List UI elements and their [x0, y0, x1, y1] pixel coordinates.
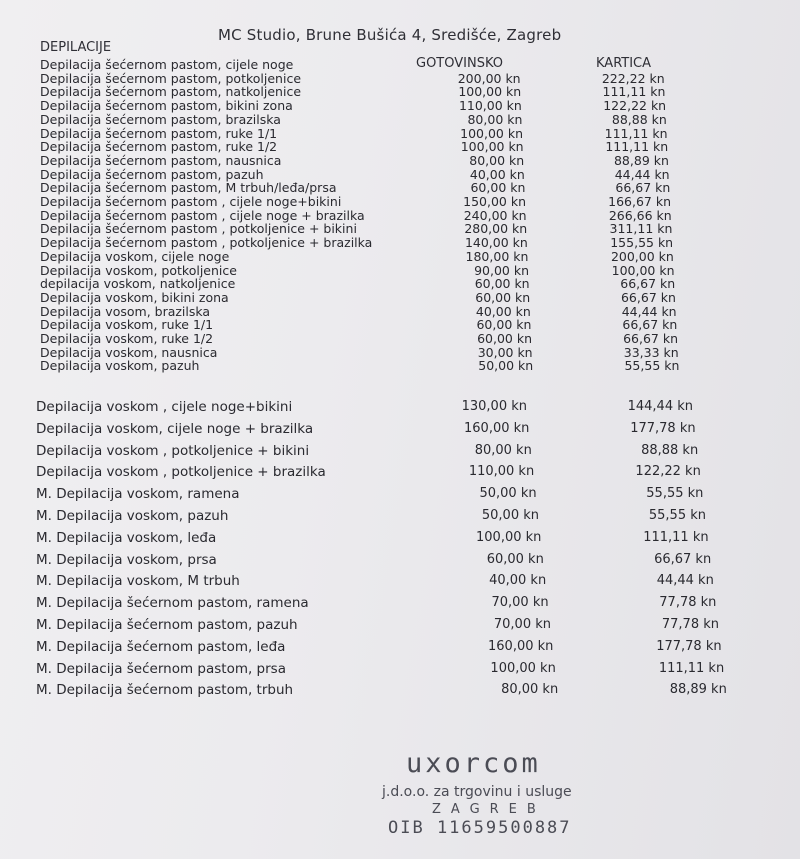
cash-price: 50,00 kn	[479, 486, 537, 502]
service-name: Depilacija šećernom pastom, nausnica	[40, 152, 282, 168]
card-price: 111,11 kn	[604, 125, 668, 141]
card-price: 88,88 kn	[611, 111, 667, 127]
card-price: 122,22 kn	[603, 98, 667, 114]
service-name: M. Depilacija šećernom pastom, pazuh	[36, 617, 298, 633]
cash-price: 80,00 kn	[469, 152, 525, 168]
card-price: 55,55 kn	[648, 508, 706, 523]
cash-price: 70,00 kn	[493, 617, 551, 632]
service-name: M. Depilacija šećernom pastom, leđa	[36, 638, 286, 655]
service-name: Depilacija šećernom pastom, cijele noge	[40, 57, 294, 72]
service-name: Depilacija voskom , potkoljenice + brazilka	[36, 464, 326, 481]
section-title: DEPILACIJE	[40, 40, 112, 55]
cash-price: 140,00 kn	[464, 235, 528, 251]
stamp-subtitle: j.d.o.o. za trgovinu i usluge	[382, 784, 572, 800]
cash-price: 90,00 kn	[474, 262, 529, 278]
card-price: 111,11 kn	[643, 529, 709, 545]
service-name: depilacija voskom, natkoljenice	[40, 276, 236, 292]
service-name: Depilacija voskom, bikini zona	[40, 289, 229, 305]
cash-price: 80,00 kn	[474, 442, 532, 458]
card-price: 122,22 kn	[635, 464, 701, 480]
card-column-header: KARTICA	[596, 56, 652, 71]
cash-price: 100,00 kn	[460, 139, 524, 155]
card-price: 55,55 kn	[646, 486, 704, 502]
service-name: Depilacija voskom, cijele noge	[40, 248, 230, 264]
card-price: 88,89 kn	[669, 682, 727, 698]
cash-price: 40,00 kn	[469, 166, 525, 182]
cash-price: 100,00 kn	[490, 660, 556, 676]
service-name: Depilacija šećernom pastom , cijele noge + brazilka	[40, 207, 365, 223]
card-price: 155,55 kn	[610, 235, 674, 251]
service-name: Depilacija voskom, ruke 1/2	[40, 331, 214, 346]
service-name: Depilacija šećernom pastom, ruke 1/2	[40, 139, 278, 155]
card-price: 44,44 kn	[621, 303, 677, 319]
service-name: Depilacija šećernom pastom, brazilska	[40, 111, 281, 127]
cash-price: 240,00 kn	[463, 207, 527, 223]
card-price: 44,44 kn	[656, 573, 714, 589]
company-stamp	[372, 748, 612, 848]
card-price: 311,11 kn	[609, 221, 673, 237]
service-name: Depilacija šećernom pastom, ruke 1/1	[40, 125, 278, 141]
cash-price: 70,00 kn	[491, 595, 549, 611]
card-price: 66,67 kn	[615, 180, 671, 196]
card-price: 222,22 kn	[601, 70, 665, 86]
cash-price: 150,00 kn	[463, 194, 526, 209]
service-name: Depilacija voskom, pazuh	[40, 358, 200, 374]
stamp-city: ZAGREB	[432, 802, 546, 817]
cash-price: 100,00 kn	[460, 125, 523, 141]
card-price: 166,67 kn	[608, 194, 671, 209]
service-name: Depilacija šećernom pastom, pazuh	[40, 166, 264, 182]
card-price: 66,67 kn	[620, 276, 676, 292]
cash-price: 60,00 kn	[477, 331, 532, 346]
service-name: Depilacija šećernom pastom, M trbuh/leđa/prsa	[40, 180, 337, 196]
stamp-company-name: uxorcom	[406, 748, 541, 779]
cash-price: 60,00 kn	[474, 276, 530, 292]
service-name: Depilacija šećernom pastom, bikini zona	[40, 98, 293, 114]
card-price: 88,88 kn	[641, 442, 699, 458]
cash-price: 80,00 kn	[501, 682, 559, 698]
card-price: 111,11 kn	[602, 84, 666, 100]
card-price: 77,78 kn	[661, 617, 719, 632]
service-name: M. Depilacija šećernom pastom, trbuh	[36, 682, 294, 699]
cash-price: 110,00 kn	[468, 464, 535, 480]
card-price: 177,78 kn	[656, 638, 722, 654]
service-name: M. Depilacija šećernom pastom, ramena	[36, 595, 309, 612]
card-price: 111,11 kn	[658, 660, 725, 676]
service-name: Depilacija šećernom pastom , cijele noge+bikini	[40, 194, 342, 209]
service-name: Depilacija voskom, nausnica	[40, 344, 218, 360]
stamp-oib: OIB 11659500887	[388, 818, 572, 838]
cash-price: 100,00 kn	[476, 529, 542, 545]
service-name: Depilacija voskom, cijele noge + brazilka	[36, 420, 314, 437]
cash-price: 160,00 kn	[464, 420, 530, 436]
service-name: Depilacija voskom, ruke 1/1	[40, 317, 214, 333]
cash-price: 40,00 kn	[475, 303, 531, 319]
cash-column-header: GOTOVINSKO	[416, 56, 504, 71]
cash-price: 180,00 kn	[465, 248, 529, 264]
card-price: 144,44 kn	[627, 399, 693, 414]
service-name: Depilacija vosom, brazilska	[40, 303, 211, 319]
cash-price: 50,00 kn	[481, 508, 539, 523]
card-price: 100,00 kn	[611, 262, 675, 278]
service-name: Depilacija šećernom pastom , potkoljenice + bikini	[40, 221, 357, 237]
service-name: Depilacija voskom, potkoljenice	[40, 262, 237, 278]
cash-price: 200,00 kn	[457, 70, 521, 86]
card-price: 66,67 kn	[623, 331, 678, 346]
cash-price: 60,00 kn	[486, 551, 544, 567]
service-name: M. Depilacija voskom, M trbuh	[36, 573, 240, 590]
card-price: 44,44 kn	[614, 166, 670, 182]
card-price: 66,67 kn	[620, 289, 676, 305]
card-price: 66,67 kn	[622, 317, 678, 333]
cash-price: 160,00 kn	[488, 638, 554, 654]
card-price: 33,33 kn	[623, 344, 679, 360]
service-name: Depilacija šećernom pastom, natkoljenice	[40, 84, 302, 100]
service-name: M. Depilacija šećernom pastom, prsa	[36, 660, 286, 677]
cash-price: 60,00 kn	[470, 180, 526, 196]
cash-price: 80,00 kn	[467, 111, 523, 127]
service-name: Depilacija voskom , cijele noge+bikini	[36, 399, 293, 415]
card-price: 55,55 kn	[624, 358, 680, 374]
service-name: Depilacija šećernom pastom , potkoljenice + brazilka	[40, 235, 373, 251]
cash-price: 60,00 kn	[475, 289, 531, 305]
cash-price: 40,00 kn	[489, 573, 547, 589]
service-name: Depilacija šećernom pastom, potkoljenice	[40, 70, 302, 86]
service-name: M. Depilacija voskom, prsa	[36, 551, 217, 568]
cash-price: 50,00 kn	[478, 358, 534, 374]
cash-price: 280,00 kn	[464, 221, 528, 237]
card-price: 88,89 kn	[613, 152, 669, 168]
cash-price: 130,00 kn	[461, 399, 527, 414]
service-name: Depilacija voskom , potkoljenice + bikini	[36, 442, 310, 459]
cash-price: 100,00 kn	[458, 84, 522, 100]
service-name: M. Depilacija voskom, leđa	[36, 529, 217, 546]
card-price: 77,78 kn	[659, 595, 717, 611]
service-name: M. Depilacija voskom, pazuh	[36, 508, 229, 524]
card-price: 177,78 kn	[630, 420, 696, 436]
cash-price: 60,00 kn	[476, 317, 532, 333]
card-price: 266,66 kn	[608, 207, 672, 223]
card-price: 200,00 kn	[610, 248, 674, 264]
card-price: 111,11 kn	[605, 139, 669, 155]
cash-price: 110,00 kn	[458, 98, 522, 114]
card-price: 66,67 kn	[654, 551, 712, 567]
service-name: M. Depilacija voskom, ramena	[36, 486, 240, 503]
cash-price: 30,00 kn	[477, 344, 533, 360]
studio-address: MC Studio, Brune Bušića 4, Središće, Zagreb	[218, 26, 562, 44]
